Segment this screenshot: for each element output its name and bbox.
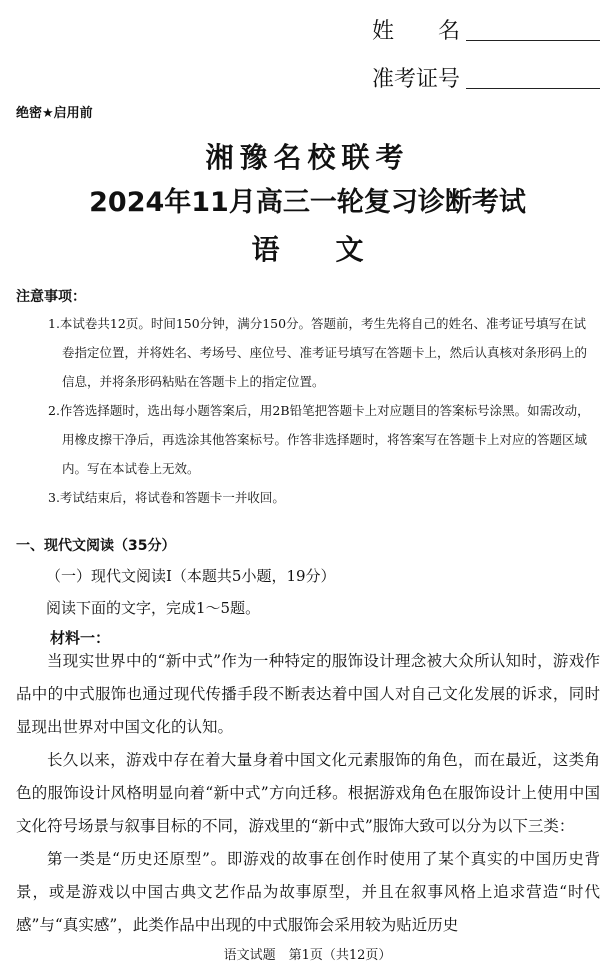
notice-heading: 注意事项： <box>16 289 86 305</box>
name-label: 姓 名 <box>372 19 461 44</box>
paragraph: 第一类是“历史还原型”。即游戏的故事在创作时使用了某个真实的中国历史背景，或是游戏以中国古典文艺作品为故事原型，并且在叙事风格上追求营造“时代感”与“真实感”，此类作品中出现的中式服饰会采用较为贴近历史 <box>16 850 600 934</box>
page-footer: 语文试题 第1页（共12页） <box>223 948 392 963</box>
notice-item: 3.考试结束后，将试卷和答题卡一并收回。 <box>48 490 285 505</box>
subject-title: 语 文 <box>251 233 364 266</box>
notice-item: 1.本试卷共12页。时间150分钟，满分150分。答题前，考生先将自己的姓名、准考证号填写在试卷指定位置，并将姓名、考场号、座位号、准考证号填写在答题卡上，然后认真核对条形码上的信息，并将条形码粘贴在答题卡上的指定位置。 <box>48 316 588 389</box>
section-heading: 一、现代文阅读（35分） <box>16 538 176 554</box>
reading-instruction: 阅读下面的文字，完成1～5题。 <box>46 599 261 617</box>
name-underline <box>466 40 600 41</box>
material-label: 材料一： <box>50 629 111 647</box>
notice-list <box>48 309 598 512</box>
ticket-number-label: 准考证号 <box>372 67 461 92</box>
subsection-heading: （一）现代文阅读Ⅰ（本题共5小题，19分） <box>46 567 336 585</box>
material-text <box>16 645 600 942</box>
exam-org-title: 湘豫名校联考 <box>205 141 410 174</box>
confidential-mark: 绝密★启用前 <box>16 106 93 121</box>
paragraph: 当现实世界中的“新中式”作为一种特定的服饰设计理念被大众所认知时，游戏作品中的中式服饰也通过现代传播手段不断表达着中国人对自己文化发展的诉求，同时显现出世界对中国文化的认知。 <box>16 652 600 736</box>
ticket-number-underline <box>466 88 600 89</box>
paragraph: 长久以来，游戏中存在着大量身着中国文化元素服饰的角色，而在最近，这类角色的服饰设计风格明显向着“新中式”方向迁移。根据游戏角色在服饰设计上使用中国文化符号场景与叙事目标的不同，游戏里的“新中式”服饰大致可以分为以下三类： <box>16 751 600 835</box>
notice-item: 2.作答选择题时，选出每小题答案后，用2B铅笔把答题卡上对应题目的答案标号涂黑。如需改动，用橡皮擦干净后，再选涂其他答案标号。作答非选择题时，将答案写在答题卡上对应的答题区域内。写在本试卷上无效。 <box>48 403 590 476</box>
exam-title: 2024年11月高三一轮复习诊断考试 <box>89 187 526 218</box>
